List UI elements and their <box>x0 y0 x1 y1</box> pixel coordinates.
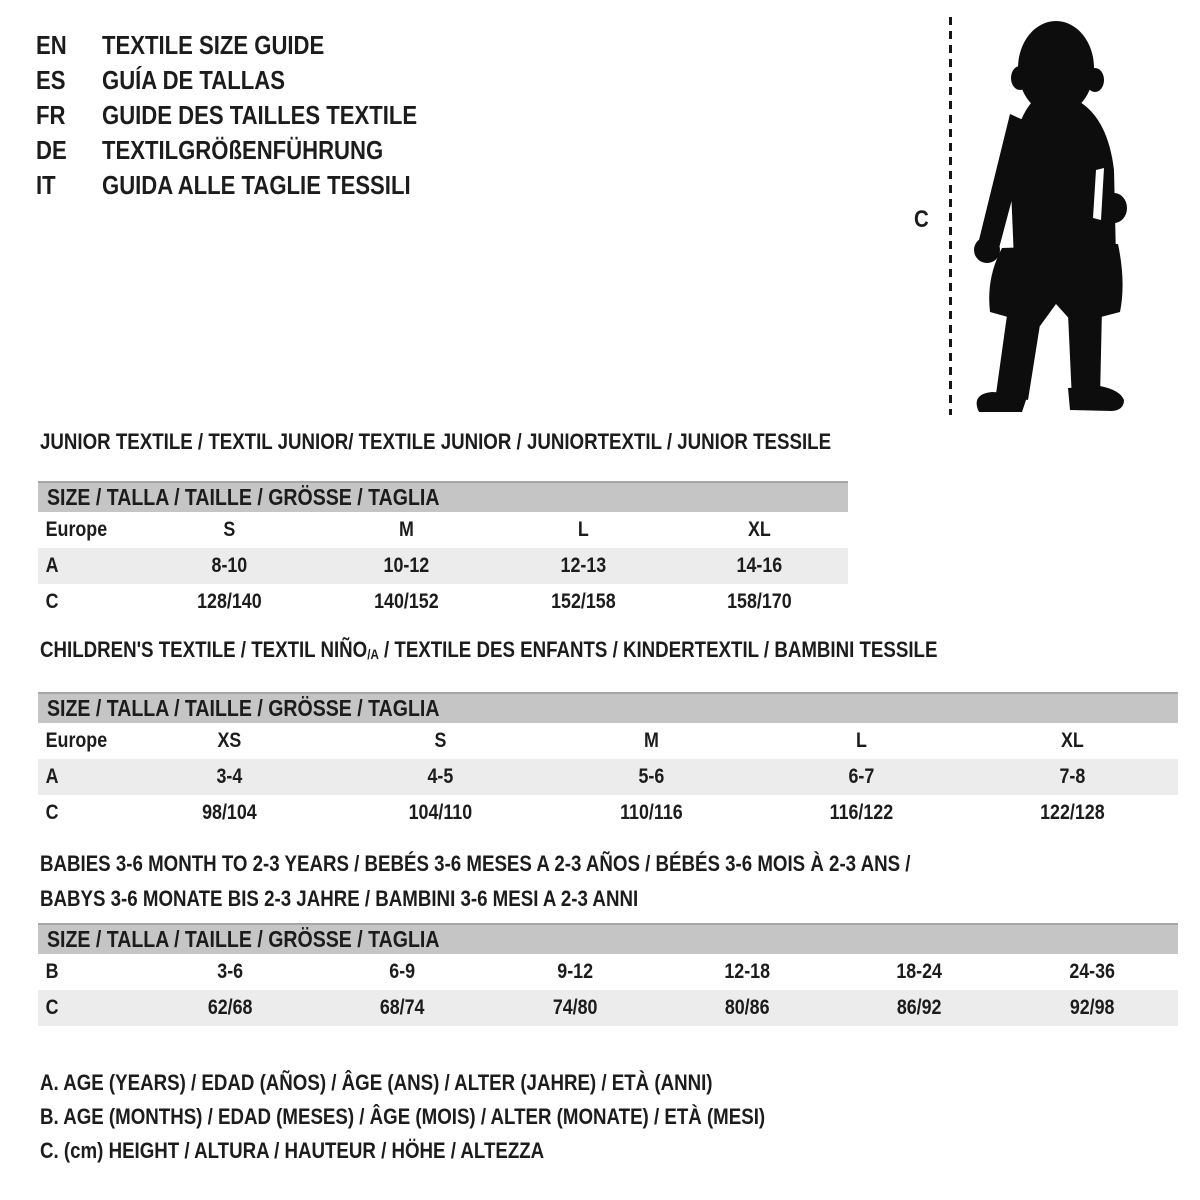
table-cell: C <box>45 801 59 824</box>
table-cell: S <box>223 518 236 541</box>
lang-row-it <box>36 168 473 203</box>
table-cell: 3-6 <box>217 960 244 983</box>
heading-subscript: /A <box>367 647 379 662</box>
lang-code: FR <box>36 100 66 130</box>
table-cell: 92/98 <box>1069 996 1115 1019</box>
lang-row-en <box>36 28 473 63</box>
table-row <box>38 584 848 620</box>
junior-size-table <box>38 481 848 620</box>
table-cell: B <box>45 960 59 983</box>
table-cell: 128/140 <box>197 590 262 613</box>
legend-block <box>40 1066 893 1168</box>
lang-code: IT <box>36 170 56 200</box>
legend-line-a <box>40 1066 893 1100</box>
size-header-bar <box>38 692 1178 723</box>
legend-text: A. AGE (YEARS) / EDAD (AÑOS) / ÂGE (ANS) / ALTER (JAHRE) / ETÀ (ANNI) <box>40 1070 713 1095</box>
size-header-bar <box>38 481 848 512</box>
junior-section-heading: JUNIOR TEXTILE / TEXTIL JUNIOR/ TEXTILE JUNIOR / JUNIORTEXTIL / JUNIOR TESSILE <box>40 429 832 454</box>
legend-text: B. AGE (MONTHS) / EDAD (MESES) / ÂGE (MOIS) / ALTER (MONATE) / ETÀ (MESI) <box>40 1104 766 1129</box>
language-title-block <box>36 28 473 203</box>
table-row <box>38 759 1178 795</box>
table-cell: Europe <box>45 518 108 541</box>
height-measure-line <box>949 17 952 415</box>
children-size-table <box>38 692 1178 831</box>
table-cell: L <box>856 729 868 752</box>
table-row <box>38 954 1178 990</box>
table-cell: 158/170 <box>727 590 792 613</box>
table-cell: XS <box>217 729 242 752</box>
table-cell: 86/92 <box>897 996 942 1019</box>
heading-line: BABIES 3-6 MONTH TO 2-3 YEARS / BEBÉS 3-6 MESES A 2-3 AÑOS / BÉBÉS 3-6 MOIS À 2-3 ANS / <box>40 851 911 876</box>
table-cell: 74/80 <box>552 996 598 1019</box>
guide-title: GUIDE DES TAILLES TEXTILE <box>102 100 418 130</box>
table-cell: 9-12 <box>556 960 593 983</box>
table-cell: 80/86 <box>724 996 770 1019</box>
table-cell: 8-10 <box>211 554 248 577</box>
table-cell: 5-6 <box>638 765 664 788</box>
size-header-bar <box>38 923 1178 954</box>
table-row <box>38 723 1178 759</box>
size-header-label: SIZE / TALLA / TAILLE / GRÖSSE / TAGLIA <box>47 926 440 952</box>
table-cell: A <box>45 554 59 577</box>
lang-row-es <box>36 63 473 98</box>
heading-text: CHILDREN'S TEXTILE / TEXTIL NIÑO <box>40 637 368 662</box>
table-cell: 122/128 <box>1040 801 1105 824</box>
table-cell: 104/110 <box>408 801 472 824</box>
lang-code: ES <box>36 65 66 95</box>
table-cell: 110/116 <box>619 801 683 824</box>
table-cell: 62/68 <box>207 996 253 1019</box>
guide-title: TEXTILE SIZE GUIDE <box>102 30 325 60</box>
table-cell: 10-12 <box>383 554 429 577</box>
babies-size-table <box>38 923 1178 1026</box>
table-cell: 152/158 <box>550 590 616 613</box>
table-cell: XL <box>1061 729 1085 752</box>
table-row <box>38 512 848 548</box>
table-cell: 7-8 <box>1059 765 1086 788</box>
baby-silhouette-icon <box>968 20 1132 412</box>
guide-title: GUIDA ALLE TAGLIE TESSILI <box>102 170 411 200</box>
table-cell: C <box>45 590 59 613</box>
table-cell: 14-16 <box>736 554 783 577</box>
table-row <box>38 548 848 584</box>
lang-row-fr <box>36 98 473 133</box>
table-row <box>38 990 1178 1026</box>
table-cell: 68/74 <box>380 996 425 1019</box>
height-measure-label: C <box>914 206 929 233</box>
table-cell: S <box>434 729 447 752</box>
table-cell: 116/122 <box>830 801 894 824</box>
babies-section-heading <box>40 846 910 916</box>
legend-text: C. (cm) HEIGHT / ALTURA / HAUTEUR / HÖHE / ALTEZZA <box>40 1138 545 1163</box>
table-cell: C <box>45 996 59 1019</box>
table-cell: 3-4 <box>216 765 243 788</box>
table-cell: 12-18 <box>724 960 770 983</box>
heading-text: / TEXTILE DES ENFANTS / KINDERTEXTIL / BAMBINI TESSILE <box>378 637 938 662</box>
table-row <box>38 795 1178 831</box>
table-cell: Europe <box>45 729 108 752</box>
table-cell: 4-5 <box>427 765 454 788</box>
table-cell: M <box>643 729 659 752</box>
heading-line: BABYS 3-6 MONATE BIS 2-3 JAHRE / BAMBINI 3-6 MESI A 2-3 ANNI <box>40 886 639 911</box>
table-cell: 18-24 <box>896 960 943 983</box>
table-cell: 6-9 <box>389 960 416 983</box>
lang-row-de <box>36 133 473 168</box>
table-cell: 12-13 <box>560 554 606 577</box>
legend-line-c <box>40 1134 893 1168</box>
guide-title: GUÍA DE TALLAS <box>102 65 285 95</box>
table-cell: L <box>577 518 589 541</box>
lang-code: DE <box>36 135 67 165</box>
table-cell: A <box>45 765 59 788</box>
size-header-label: SIZE / TALLA / TAILLE / GRÖSSE / TAGLIA <box>47 484 440 510</box>
table-cell: XL <box>748 518 772 541</box>
lang-code: EN <box>36 30 67 60</box>
table-cell: M <box>398 518 414 541</box>
guide-title: TEXTILGRÖßENFÜHRUNG <box>102 135 384 165</box>
table-cell: 140/152 <box>373 590 439 613</box>
legend-line-b <box>40 1100 893 1134</box>
table-cell: 24-36 <box>1068 960 1115 983</box>
table-cell: 98/104 <box>202 801 257 824</box>
table-cell: 6-7 <box>848 765 875 788</box>
size-header-label: SIZE / TALLA / TAILLE / GRÖSSE / TAGLIA <box>47 695 440 721</box>
children-section-heading <box>40 635 937 670</box>
